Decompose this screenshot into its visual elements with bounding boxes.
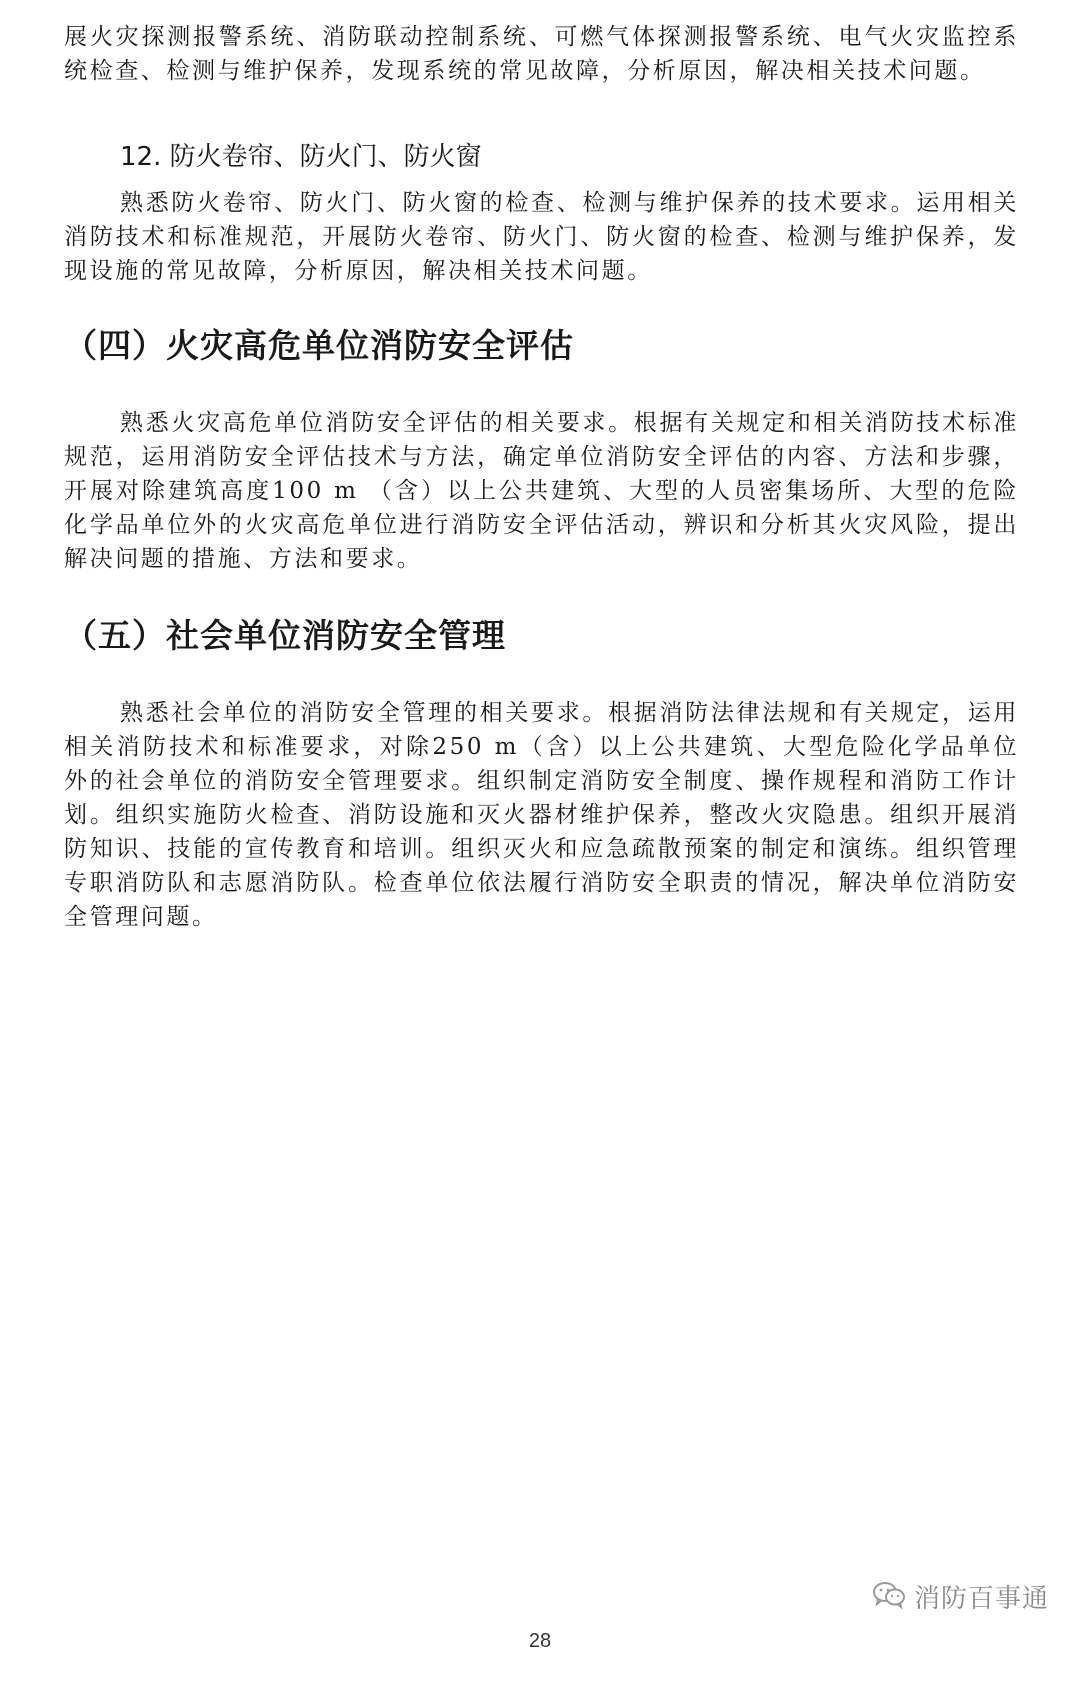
item-12-paragraph: 熟悉防火卷帘、防火门、防火窗的检查、检测与维护保养的技术要求。运用相关消防技术和标准规范，开展防火卷帘、防火门、防火窗的检查、检测与维护保养，发现设施的常见故障，分析原因，解决相关技术问题。	[64, 190, 1019, 284]
wechat-icon	[872, 1580, 906, 1614]
intro-paragraph: 展火灾探测报警系统、消防联动控制系统、可燃气体探测报警系统、电气火灾监控系统检查、检测与维护保养，发现系统的常见故障，分析原因，解决相关技术问题。	[64, 24, 1019, 84]
section-4-paragraph: 熟悉火灾高危单位消防安全评估的相关要求。根据有关规定和相关消防技术标准规范，运用消防安全评估技术与方法，确定单位消防安全评估的内容、方法和步骤，开展对除建筑高度100 m （含）以上公共建筑、大型的人员密集场所、大型的危险化学品单位外的火灾高危单位进行消防安全评估活动，辨识和分析其火灾风险，提出解决问题的措施、方法和要求。	[64, 410, 1019, 572]
section-5-heading: （五）社会单位消防安全管理	[64, 616, 506, 655]
watermark-text: 消防百事通	[914, 1584, 1050, 1614]
page-number: 28	[528, 1630, 552, 1652]
section-5-paragraph: 熟悉社会单位的消防安全管理的相关要求。根据消防法律法规和有关规定，运用相关消防技术和标准要求，对除250 m（含）以上公共建筑、大型危险化学品单位外的社会单位的消防安全管理要求。组织制定消防安全制度、操作规程和消防工作计划。组织实施防火检查、消防设施和灭火器材维护保养，整改火灾隐患。组织开展消防知识、技能的宣传教育和培训。组织灭火和应急疏散预案的制定和演练。组织管理专职消防队和志愿消防队。检查单位依法履行消防安全职责的情况，解决单位消防安全管理问题。	[64, 700, 1019, 930]
section-4-heading: （四）火灾高危单位消防安全评估	[64, 326, 574, 365]
watermark	[872, 1578, 1049, 1615]
item-12-heading: 12. 防火卷帘、防火门、防火窗	[120, 142, 482, 172]
